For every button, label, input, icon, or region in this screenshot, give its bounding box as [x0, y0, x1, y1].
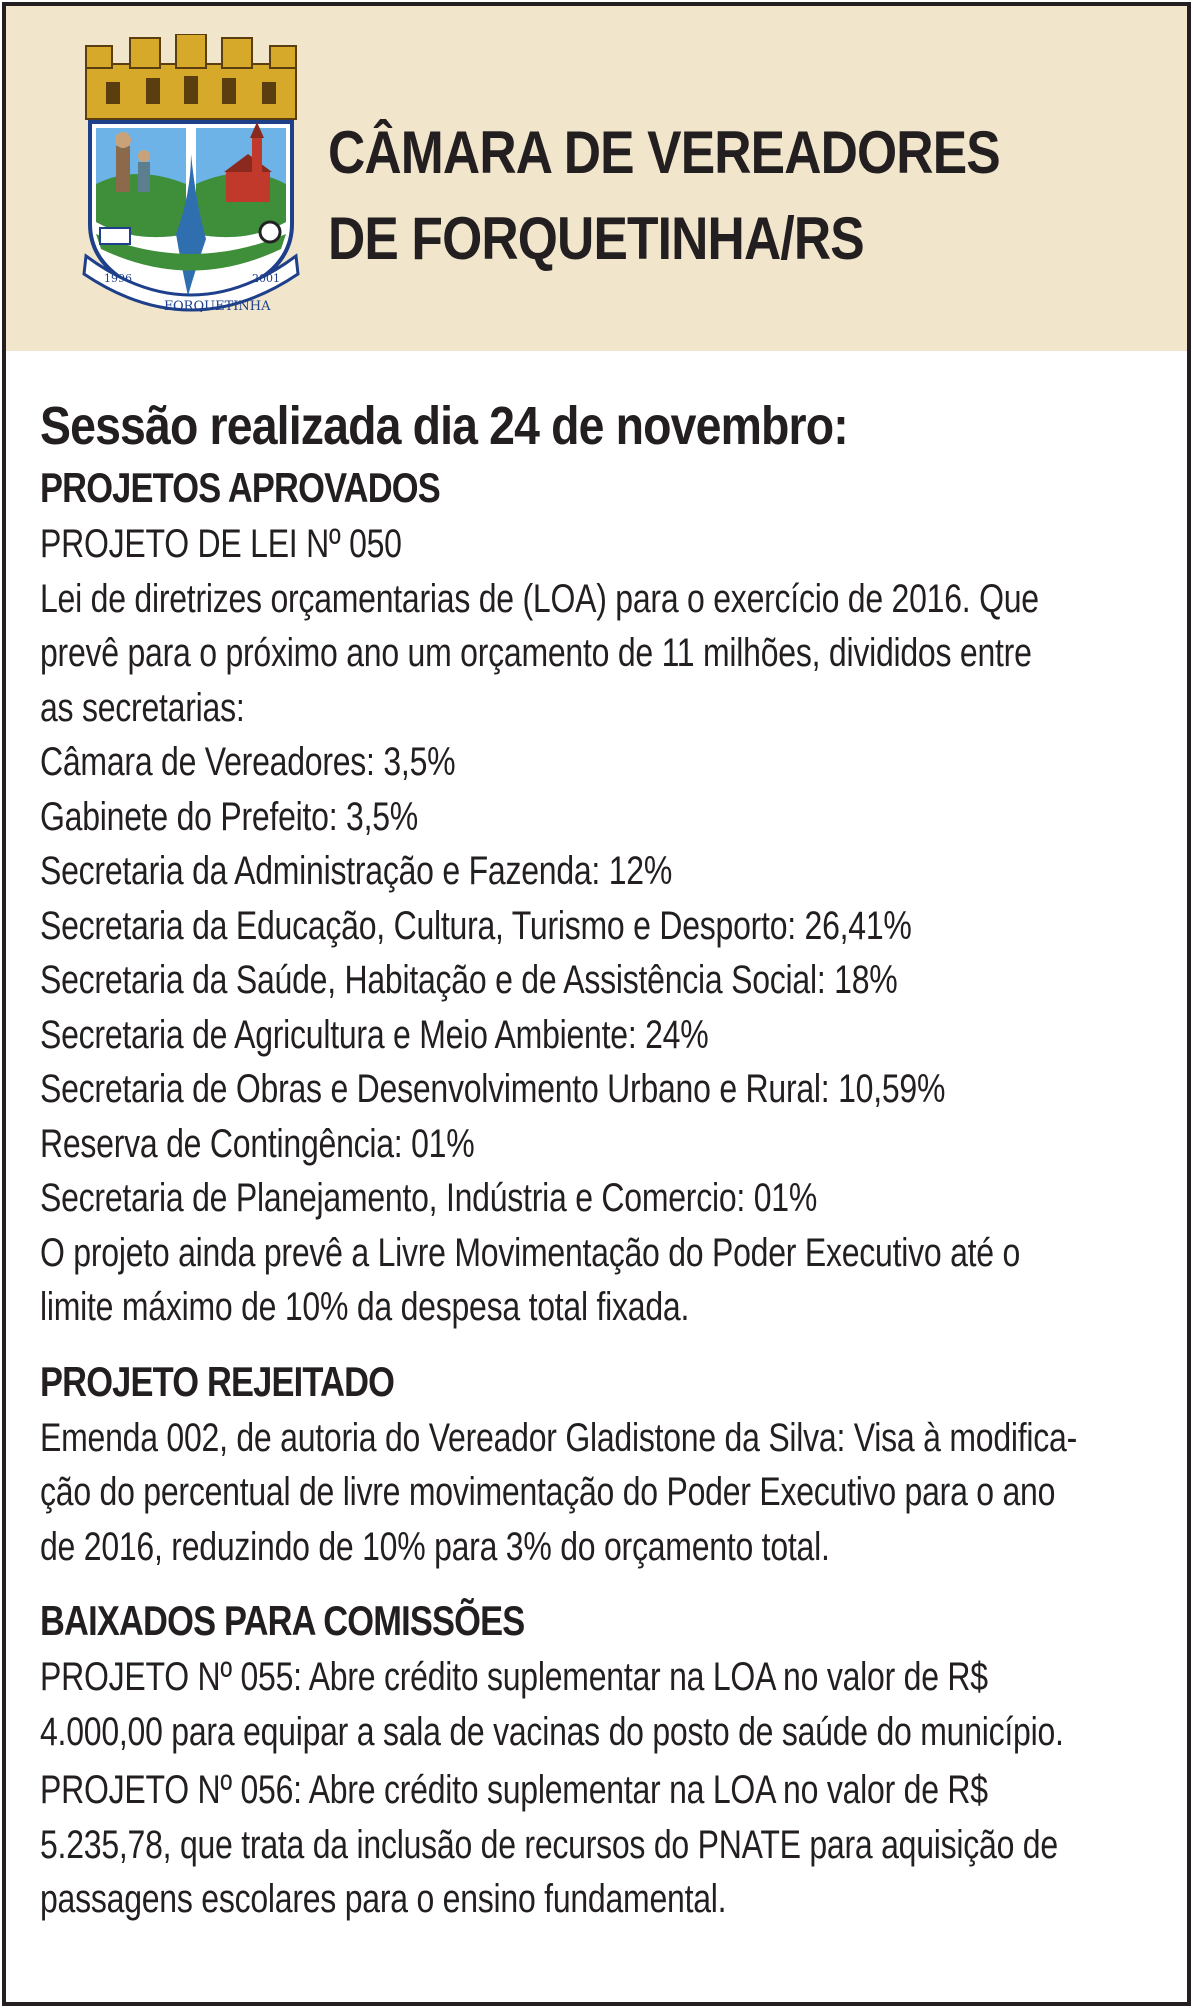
notice-frame: [2, 2, 1191, 2006]
committee-item: [40, 1763, 1170, 1927]
allocation-list: [40, 735, 1170, 1226]
allocation-item: Secretaria de Planejamento, Indústria e Comercio: 01%: [40, 1176, 818, 1220]
notice-body: [40, 391, 1170, 1927]
crest-right-year: 2001: [252, 272, 280, 285]
rejected-text: [40, 1411, 1170, 1575]
allocation-item: Secretaria da Administração e Fazenda: 12%: [40, 849, 673, 893]
intro-line: prevê para o próximo ano um orçamento de 11 milhões, divididos entre: [40, 631, 1032, 675]
crest-ribbon-text: FORQUETINHA: [164, 299, 271, 314]
intro-line: as secretarias:: [40, 685, 245, 730]
allocation-item: Gabinete do Prefeito: 3,5%: [40, 794, 419, 839]
title-line-2: DE FORQUETINHA/RS: [328, 205, 864, 272]
rejected-line: ção do percentual de livre movimentação do Poder Executivo para o ano: [40, 1470, 1056, 1514]
coat-of-arms-icon: [76, 34, 306, 330]
rejected-line: de 2016, reduzindo de 10% para 3% do orçamento total.: [40, 1524, 830, 1569]
committee-line: PROJETO Nº 055: Abre crédito suplementar na LOA no valor de R$: [40, 1655, 988, 1699]
approved-heading: PROJETOS APROVADOS: [40, 464, 440, 511]
allocation-item: Secretaria de Obras e Desenvolvimento Urbano e Rural: 10,59%: [40, 1067, 946, 1111]
approved-intro: [40, 572, 1170, 736]
intro-line: Lei de diretrizes orçamentarias de (LOA) para o exercício de 2016. Que: [40, 576, 1039, 621]
committee-line: PROJETO Nº 056: Abre crédito suplementar na LOA no valor de R$: [40, 1768, 988, 1812]
session-title: Sessão realizada dia 24 de novembro:: [40, 396, 848, 456]
allocation-item: Câmara de Vereadores: 3,5%: [40, 740, 456, 784]
committee-line: passagens escolares para o ensino fundamental.: [40, 1877, 727, 1921]
committees-heading: BAIXADOS PARA COMISSÕES: [40, 1597, 525, 1644]
title-line-1: CÂMARA DE VEREADORES: [328, 119, 1000, 186]
committee-item: [40, 1650, 1170, 1759]
organization-title: [328, 110, 1000, 282]
rejected-line: Emenda 002, de autoria do Vereador Gladistone da Silva: Visa à modifica-: [40, 1415, 1078, 1460]
project-label: PROJETO DE LEI Nº 050: [40, 522, 402, 566]
allocation-item: Secretaria da Saúde, Habitação e de Assistência Social: 18%: [40, 958, 898, 1002]
allocation-item: Reserva de Contingência: 01%: [40, 1121, 475, 1166]
closing-line: O projeto ainda prevê a Livre Movimentação do Poder Executivo até o: [40, 1230, 1021, 1275]
committee-line: 5.235,78, que trata da inclusão de recursos do PNATE para aquisição de: [40, 1822, 1058, 1867]
closing-line: limite máximo de 10% da despesa total fixada.: [40, 1285, 690, 1329]
header-banner: [6, 6, 1187, 351]
rejected-heading: PROJETO REJEITADO: [40, 1357, 395, 1405]
crest-left-year: 1996: [104, 272, 132, 285]
committee-line: 4.000,00 para equipar a sala de vacinas do posto de saúde do município.: [40, 1709, 1064, 1754]
allocation-item: Secretaria da Educação, Cultura, Turismo e Desporto: 26,41%: [40, 903, 912, 948]
allocation-item: Secretaria de Agricultura e Meio Ambiente: 24%: [40, 1012, 709, 1057]
approved-closing: [40, 1226, 1170, 1335]
